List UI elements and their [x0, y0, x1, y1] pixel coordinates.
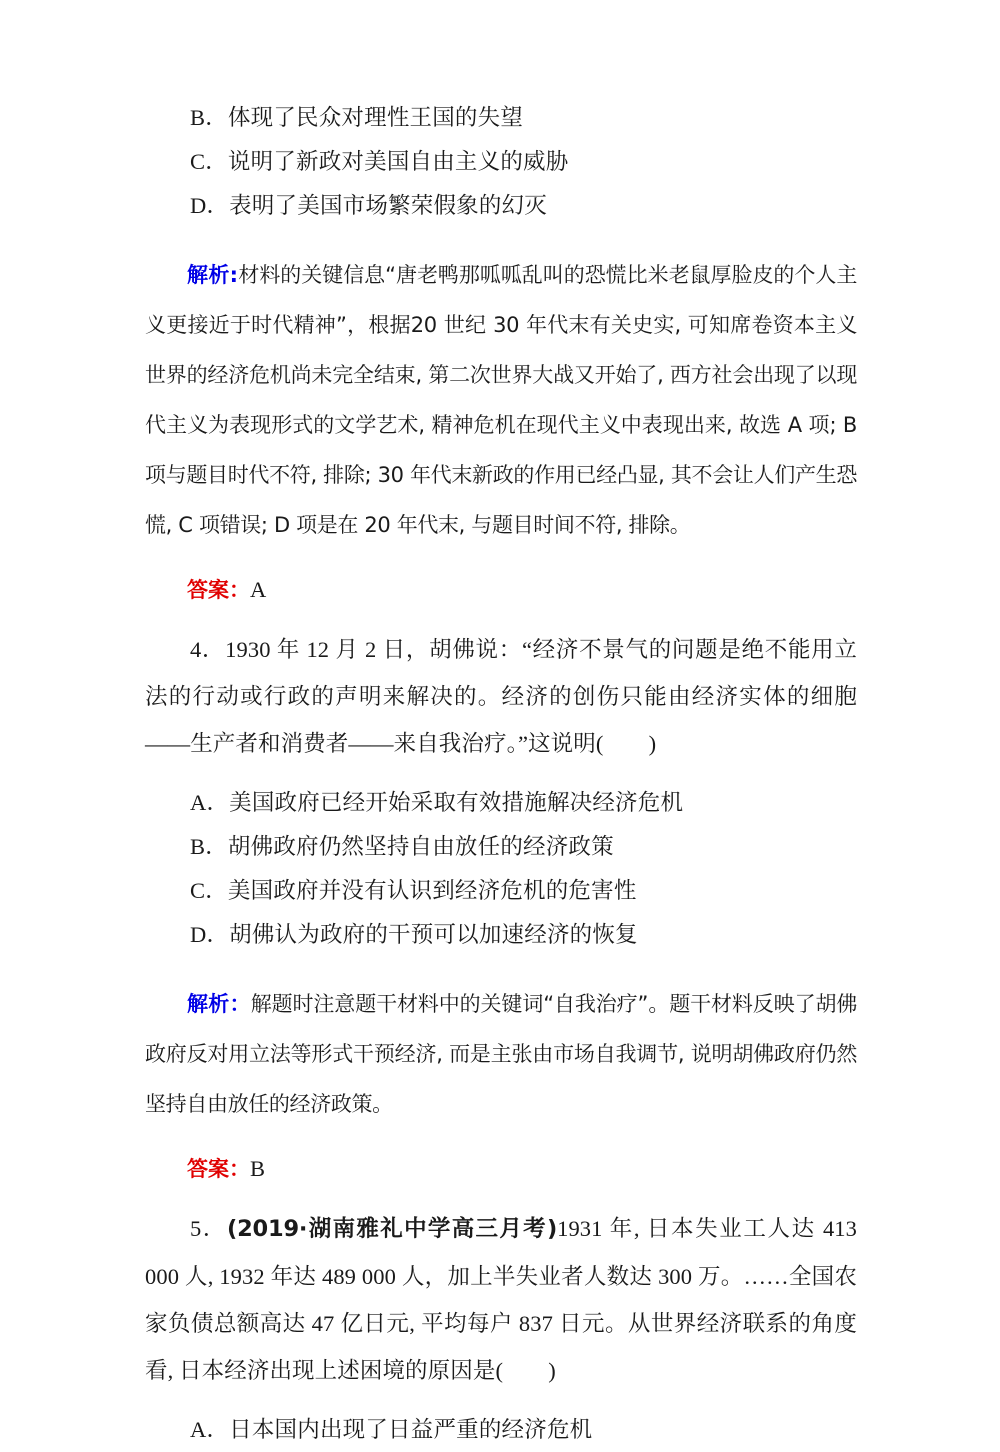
spacer [145, 612, 857, 626]
answer-label: 答案： [187, 578, 250, 602]
option-label: B． [190, 105, 228, 130]
analysis-text: 解题时注意题干材料中的关键词“自我治疗”。题干材料反映了胡佛政府反对用立法等形式干预经济, 而是主张由市场自我调节, 说明胡佛政府仍然坚持自由放任的经济政策。 [145, 992, 858, 1116]
option-label: D． [190, 193, 230, 218]
spacer [145, 767, 857, 781]
option-label: C． [190, 878, 228, 903]
question-number: 4． [190, 637, 226, 662]
answer-line [145, 568, 857, 612]
option-text: 美国政府并没有认识到经济危机的危害性 [227, 878, 637, 903]
spacer [145, 1129, 857, 1147]
answer-label: 答案： [187, 1157, 250, 1181]
question-text: 1931 年, 日本失业工人达 413 000 人, 1932 年达 489 000 人，加上半失业者人数达 300 万。……全国农家负债总额高达 47 亿日元, 平均每户 837 日元。从世界经济联系的角度看, 日本经济出现上述困境的原因是( ) [145, 1216, 857, 1383]
option-label: D． [190, 922, 230, 947]
analysis-label: 解析： [187, 992, 251, 1016]
option-text: 胡佛认为政府的干预可以加速经济的恢复 [229, 922, 638, 947]
option-line [145, 140, 857, 184]
option-label: C． [190, 149, 228, 174]
option-label: A． [190, 1417, 230, 1442]
option-text: 美国政府已经开始采取有效措施解决经济危机 [229, 790, 684, 815]
option-line [145, 781, 857, 825]
question-text: 1930 年 12 月 2 日，胡佛说：“经济不景气的问题是绝不能用立法的行动或行政的声明来解决的。经济的创伤只能由经济实体的细胞——生产者和消费者——来自我治疗。”这说明( ) [145, 637, 857, 756]
analysis-paragraph [145, 250, 857, 550]
option-text: 胡佛政府仍然坚持自由放任的经济政策 [227, 834, 614, 859]
option-text: 说明了新政对美国自由主义的威胁 [227, 149, 569, 174]
option-line [145, 1408, 857, 1452]
option-line [145, 825, 857, 869]
option-text: 表明了美国市场繁荣假象的幻灭 [229, 193, 547, 218]
spacer [145, 550, 857, 568]
option-label: B． [190, 834, 228, 859]
option-text: 体现了民众对理性王国的失望 [227, 105, 524, 130]
option-line [145, 869, 857, 913]
option-text: 日本国内出现了日益严重的经济危机 [229, 1417, 593, 1442]
spacer [145, 957, 857, 979]
spacer [145, 228, 857, 250]
question-source: (2019·湖南雅礼中学高三月考) [227, 1216, 558, 1242]
answer-value: A [250, 577, 267, 602]
option-label: A． [190, 790, 230, 815]
spacer [145, 1394, 857, 1408]
question-stem [145, 1205, 857, 1394]
option-line [145, 96, 857, 140]
analysis-label: 解析: [187, 263, 239, 287]
option-line [145, 913, 857, 957]
option-line [145, 184, 857, 228]
analysis-paragraph [145, 979, 857, 1129]
question-number: 5． [190, 1216, 227, 1241]
answer-value: B [250, 1156, 266, 1181]
answer-line [145, 1147, 857, 1191]
spacer [145, 1191, 857, 1205]
question-stem [145, 626, 857, 767]
page-content [145, 96, 857, 1452]
analysis-text: 材料的关键信息“唐老鸭那呱呱乱叫的恐慌比米老鼠厚脸皮的个人主义更接近于时代精神”，根据20 世纪 30 年代末有关史实, 可知席卷资本主义世界的经济危机尚未完全结束, 第二次世界大战又开始了, 西方社会出现了以现代主义为表现形式的文学艺术, 精神危机在现代主义中表现出来, 故选 A 项; B 项与题目时代不符, 排除; 30 年代末新政的作用已经凸显, 其不会让人们产生恐慌, C 项错误; D 项是在 20 年代末, 与题目时间不符, 排除。 [145, 263, 857, 537]
